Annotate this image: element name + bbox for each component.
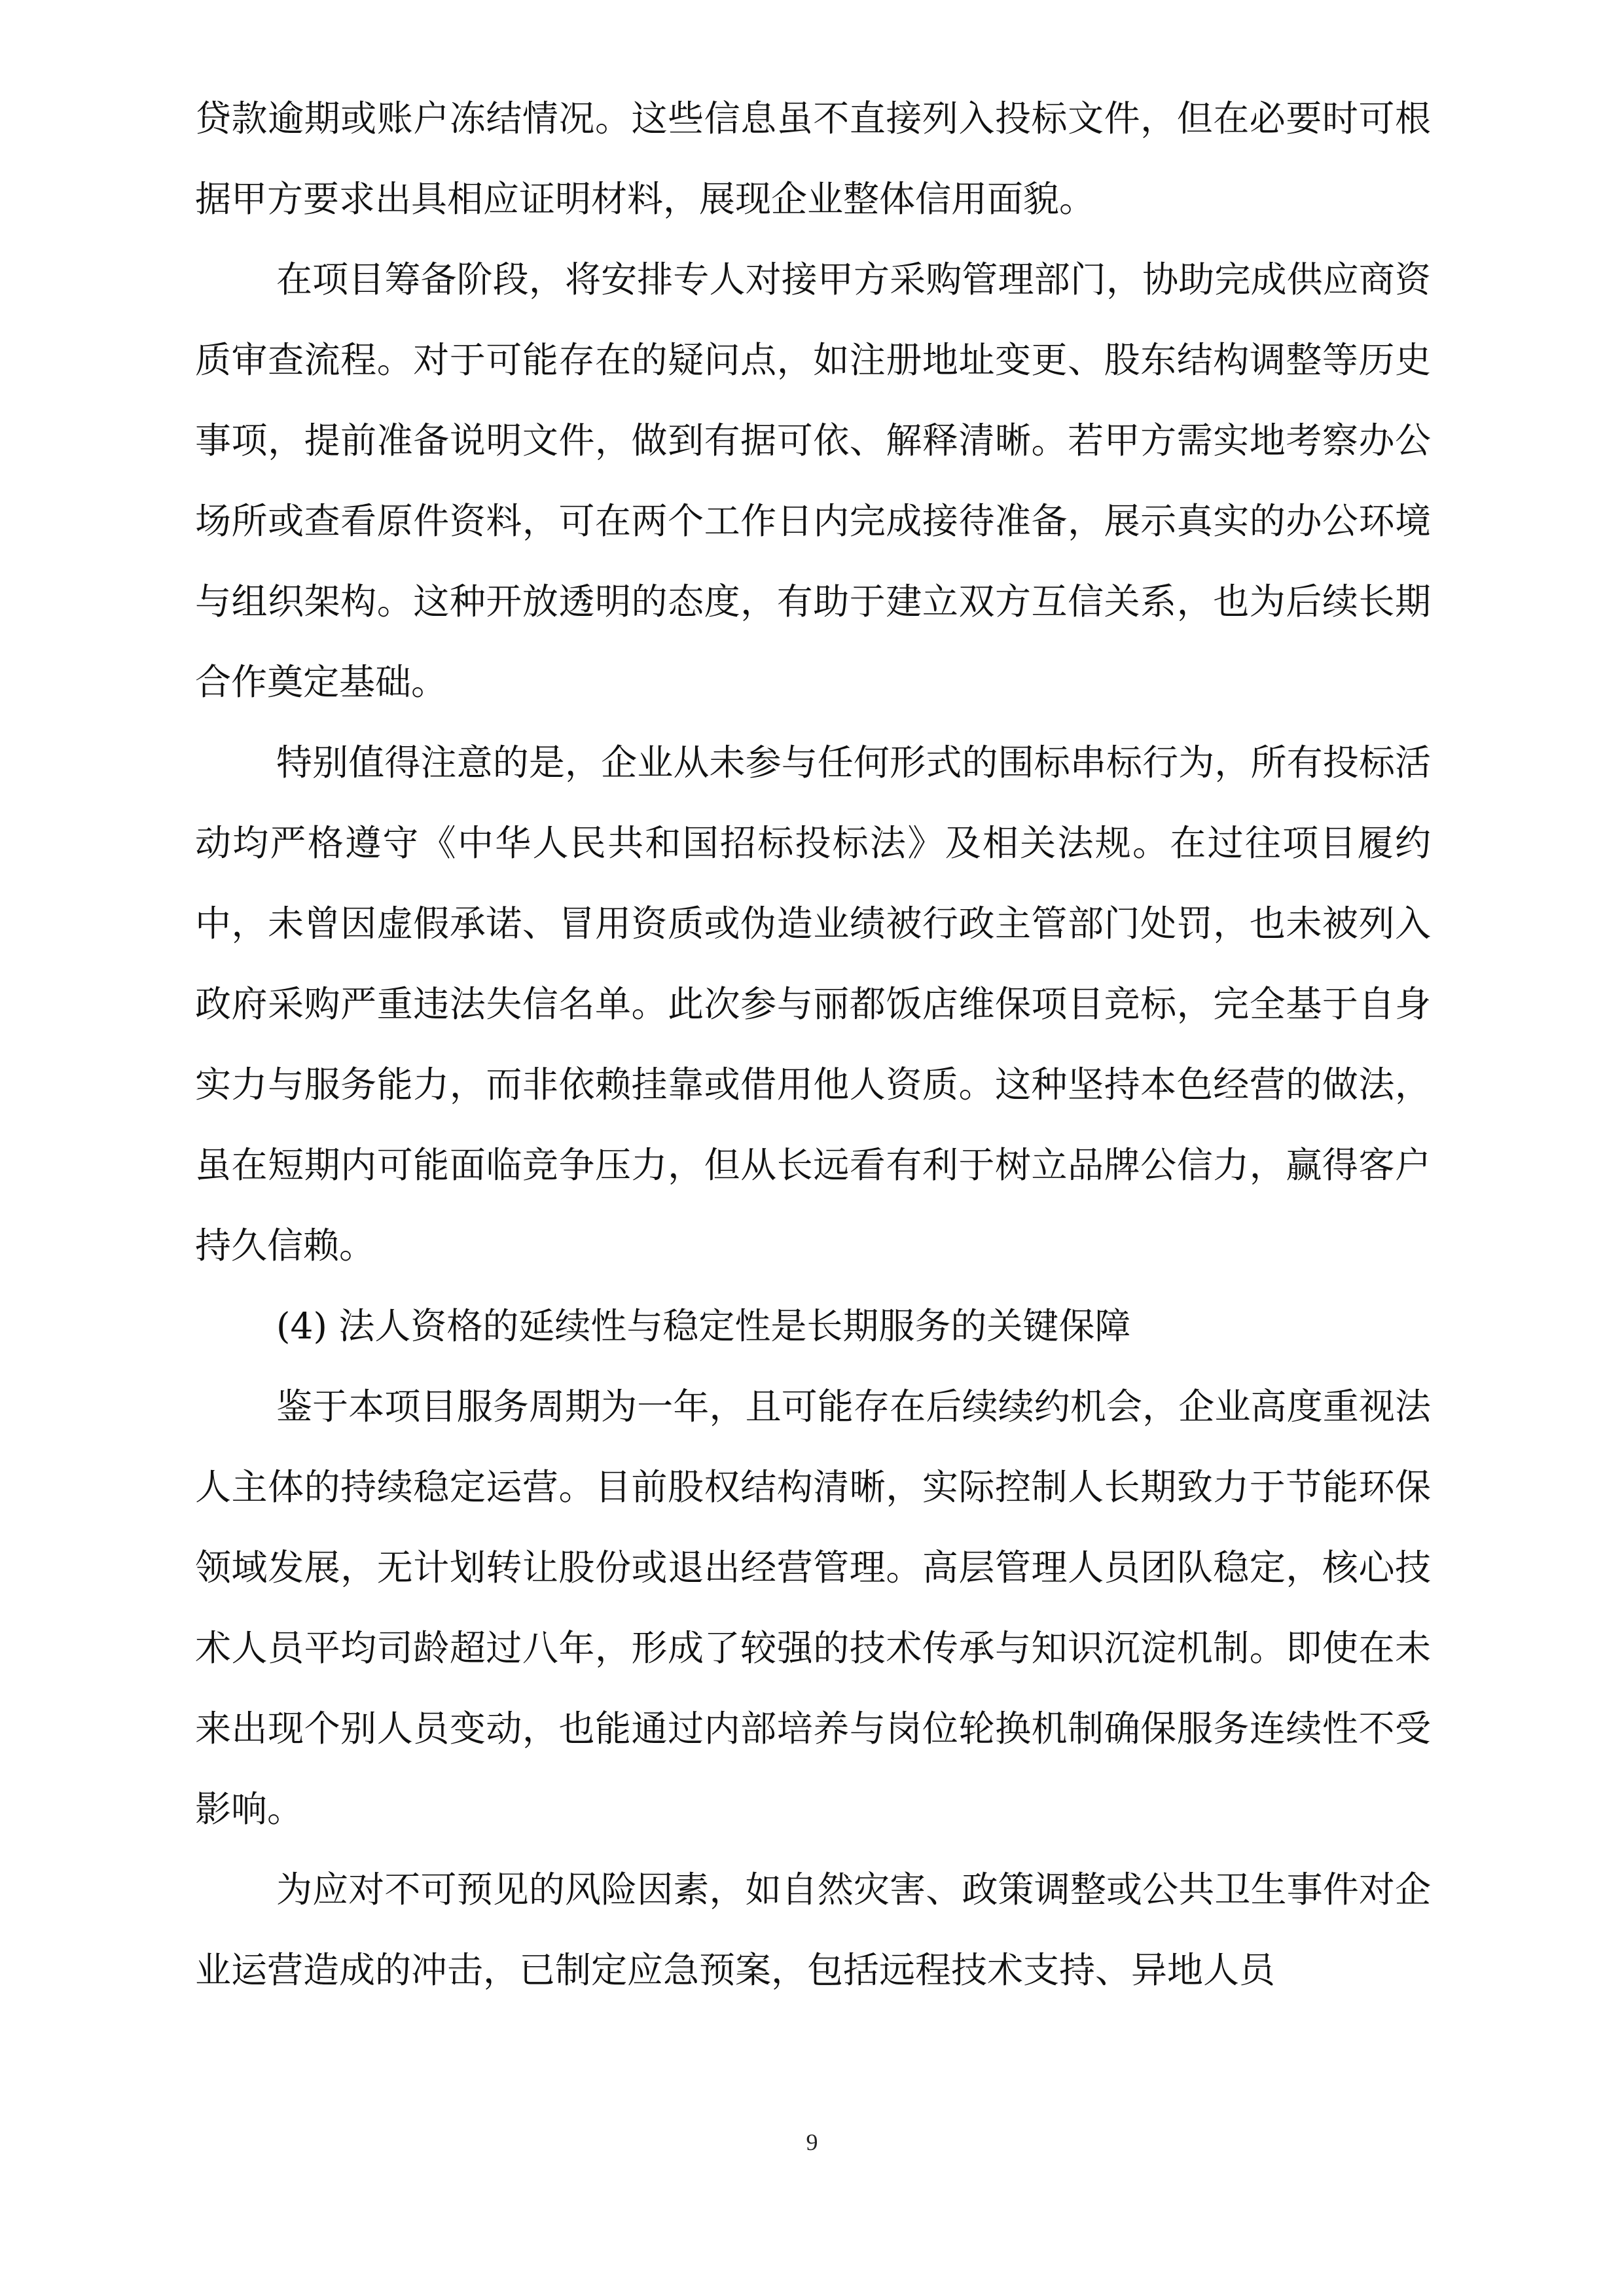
paragraph-continuation: 贷款逾期或账户冻结情况。这些信息虽不直接列入投标文件，但在必要时可根据甲方要求出具相应证明材料，展现企业整体信用面貌。 [195,98,1431,220]
body-text [195,79,1431,2011]
paragraph-compliance: 特别值得注意的是，企业从未参与任何形式的围标串标行为，所有投标活动均严格遵守《中华人民共和国招标投标法》及相关法规。在过往项目履约中，未曾因虚假承诺、冒用资质或伪造业绩被行政主管部门处罚，也未被列入政府采购严重违法失信名单。此次参与丽都饭店维保项目竞标，完全基于自身实力与服务能力，而非依赖挂靠或借用他人资质。这种坚持本色经营的做法，虽在短期内可能面临竞争压力，但从长远看有利于树立品牌公信力，赢得客户持久信赖。 [195,742,1431,1266]
paragraph-qualification-review: 在项目筹备阶段，将安排专人对接甲方采购管理部门，协助完成供应商资质审查流程。对于可能存在的疑问点，如注册地址变更、股东结构调整等历史事项，提前准备说明文件，做到有据可依、解释清晰。若甲方需实地考察办公场所或查看原件资料，可在两个工作日内完成接待准备，展示真实的办公环境与组织架构。这种开放透明的态度，有助于建立双方互信关系，也为后续长期合作奠定基础。 [195,259,1431,703]
page-number: 9 [806,2129,818,2155]
paragraph-risk: 为应对不可预见的风险因素，如自然灾害、政策调整或公共卫生事件对企业运营造成的冲击，已制定应急预案，包括远程技术支持、异地人员 [195,1869,1431,1991]
paragraph-stability: 鉴于本项目服务周期为一年，且可能存在后续续约机会，企业高度重视法人主体的持续稳定运营。目前股权结构清晰，实际控制人长期致力于节能环保领域发展，无计划转让股份或退出经营管理。高层管理人员团队稳定，核心技术人员平均司龄超过八年，形成了较强的技术传承与知识沉淀机制。即使在未来出现个别人员变动，也能通过内部培养与岗位轮换机制确保服务连续性不受影响。 [195,1386,1431,1830]
section-heading: (4) 法人资格的延续性与稳定性是长期服务的关键保障 [276,1305,1131,1347]
